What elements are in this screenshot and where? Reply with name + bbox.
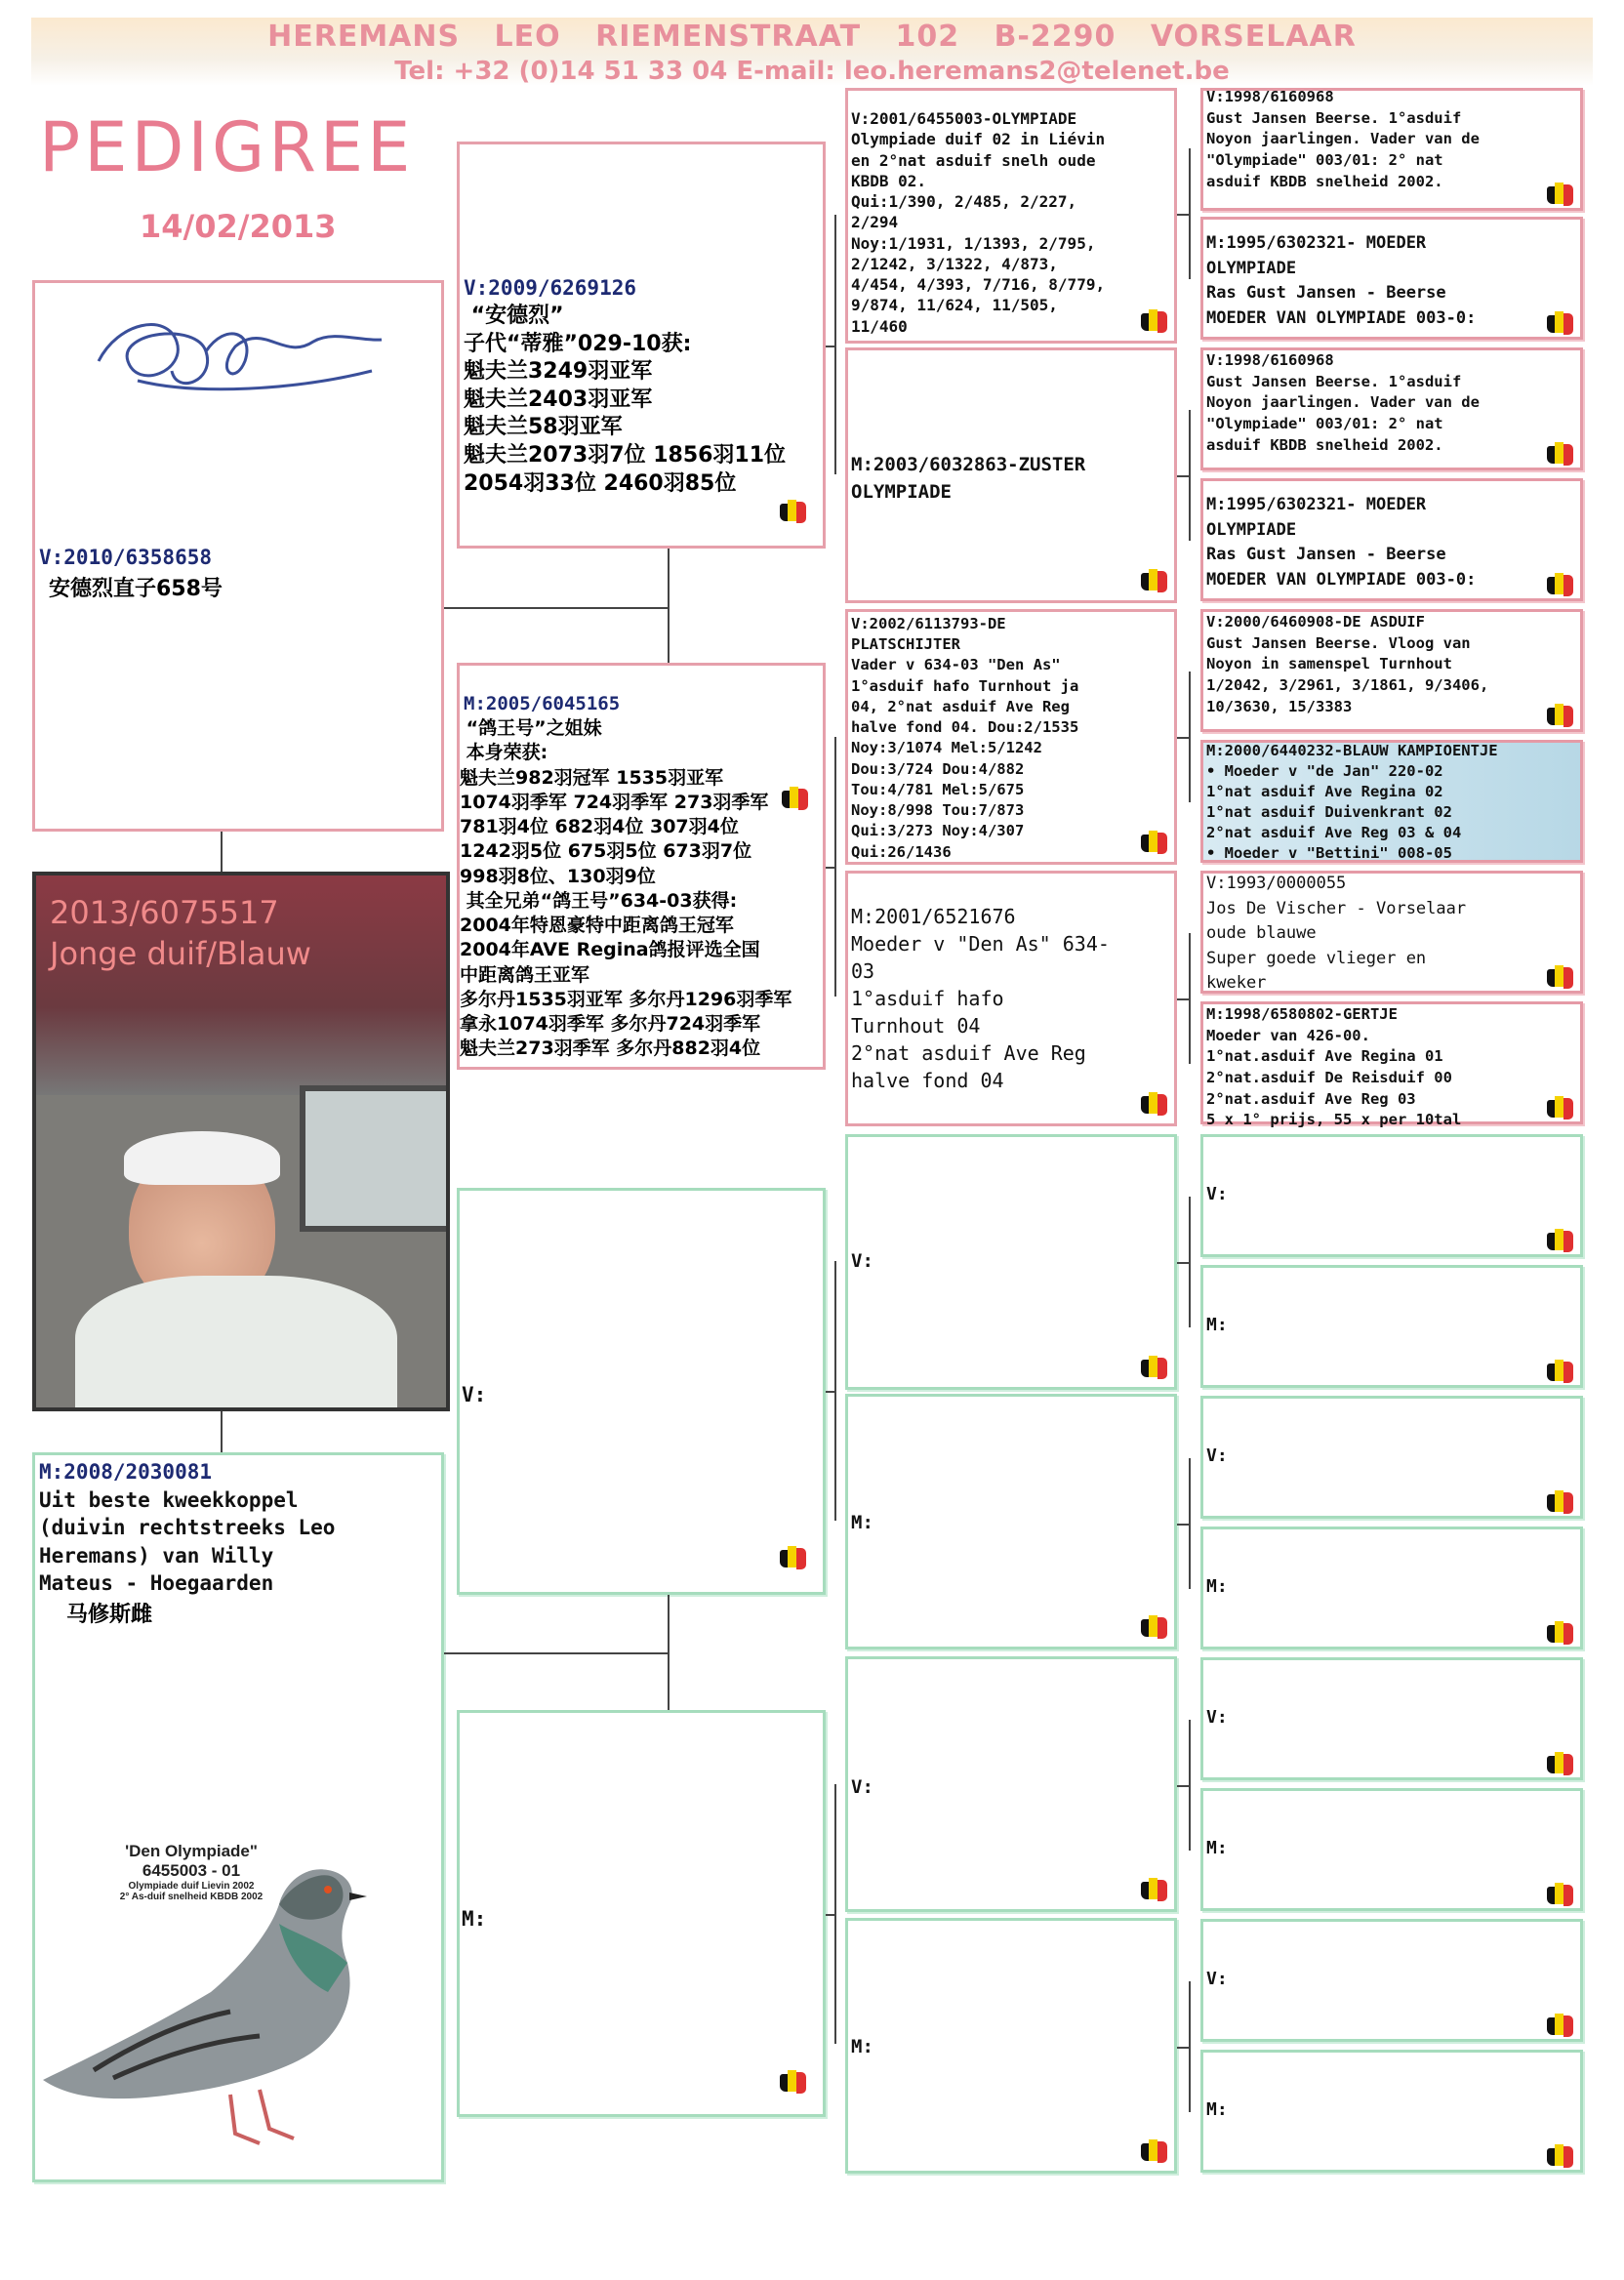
connector-line [1189, 1720, 1191, 1851]
fmfm-box [1200, 740, 1583, 863]
gen4-label: V: [1206, 1184, 1228, 1204]
gen4-label: M: [1206, 1315, 1228, 1335]
mf-box [457, 1188, 826, 1595]
ffm-box [845, 347, 1177, 603]
ffmm-box [1200, 478, 1583, 601]
pigeon-photo [32, 872, 450, 1411]
belgian-flag-icon [1545, 2142, 1576, 2170]
gen4-label: M: [1206, 2099, 1228, 2120]
belgian-flag-icon [1545, 181, 1576, 208]
ff-box [457, 142, 826, 549]
fmmf-box [1200, 871, 1583, 994]
connector-line [1177, 1524, 1189, 1526]
fm-box [457, 663, 826, 1070]
ffm-text: M:2003/6032863-ZUSTER OLYMPIADE [851, 454, 1086, 503]
mother-box [32, 1452, 444, 2182]
fmmf-text: V:1993/0000055 Jos De Vischer - Vorselaar oude blauwe Super goede vlieger en kweker [1206, 874, 1467, 993]
connector-line [1189, 410, 1191, 541]
connector-line [1189, 1458, 1191, 1589]
signature-icon [79, 303, 401, 410]
connector-line [1177, 1785, 1189, 1787]
belgian-flag-icon [1545, 1227, 1576, 1254]
olympiade-name: 'Den Olympiade" [125, 1842, 258, 1860]
fmff-text: V:2000/6460908-DE ASDUIF Gust Jansen Beerse. Vloog van Noyon in samenspel Turnhout 1/2042, 3/2961, 3/1861, 9/3406, 10/3630, 15/3383 [1206, 613, 1489, 715]
gen4-empty-v-4 [1200, 1919, 1583, 2042]
person-shirt [75, 1276, 397, 1411]
olympiade-line2: 2° As-duif snelheid KBDB 2002 [119, 1892, 264, 1902]
belgian-flag-icon [778, 1544, 809, 1571]
fm-ring: M:2005/6045165 [464, 693, 621, 714]
mf-label: V: [462, 1383, 487, 1406]
connector-line [1189, 1197, 1191, 1327]
mm-label: M: [462, 1907, 487, 1931]
fffm-text: M:1995/6302321- MOEDER OLYMPIADE Ras Gust Jansen - Beerse MOEDER VAN OLYMPIADE 003-0: [1206, 233, 1477, 328]
photo-window [300, 1085, 450, 1232]
father-box [32, 280, 444, 832]
connector-line [826, 346, 835, 347]
belgian-flag-icon [1139, 1613, 1170, 1641]
connector-line [668, 549, 670, 663]
belgian-flag-icon [1139, 829, 1170, 856]
belgian-flag-icon [1545, 571, 1576, 598]
ff-ring: V:2009/6269126 [464, 276, 637, 300]
fm-text: “鸽王号”之姐妹 本身荣获: 魁夫兰982羽冠军 1535羽亚军 1074羽季军 724羽季军 273羽季军 781羽4位 682羽4位 307羽4位 1242羽5位 675羽5位 673羽7位 998羽8位、130羽9位 其全兄弟“鸽王号”634-03获得: 2004年特恩豪特中距离鸽王冠军 2004年AVE Regina鸽报评选全国 中距离鸽王亚军 多尔丹1535羽亚军 多尔丹1296羽季军 拿永1074羽季军 多尔丹724羽季军 魁夫兰273羽季军 多尔丹882羽4位 [460, 717, 792, 1060]
belgian-flag-icon [1545, 1881, 1576, 1908]
mother-note: 马修斯雌 [66, 1603, 153, 1627]
pigeon-description: Jonge duif/Blauw [50, 934, 311, 972]
ff-text: “安德烈” 子代“蒂雅”029-10获: 魁夫兰3249羽亚军 魁夫兰2403羽亚军 魁夫兰58羽亚军 魁夫兰2073羽7位 1856羽11位 2054羽33位 2460羽85位 [464, 304, 787, 496]
belgian-flag-icon [1545, 2012, 1576, 2039]
mff-label: V: [851, 1250, 873, 1272]
ffmf-box [1200, 347, 1583, 470]
connector-line [1189, 1981, 1191, 2112]
belgian-flag-icon [1139, 2138, 1170, 2165]
belgian-flag-icon [1545, 963, 1576, 991]
gen4-empty-v-3 [1200, 1657, 1583, 1780]
pigeon-label [50, 893, 311, 974]
belgian-flag-icon [1139, 1354, 1170, 1381]
connector-line [1189, 933, 1191, 1064]
person-hair [124, 1131, 280, 1185]
gen4-label: V: [1206, 1445, 1228, 1466]
mother-ring: M:2008/2030081 [39, 1460, 213, 1484]
belgian-flag-icon [1545, 1488, 1576, 1516]
mmf-box [845, 1656, 1177, 1912]
mmm-label: M: [851, 2036, 873, 2057]
fffm-box [1200, 217, 1583, 340]
gen4-empty-m-3 [1200, 1788, 1583, 1911]
ffmf-text: V:1998/6160968 Gust Jansen Beerse. 1°asduif Noyon jaarlingen. Vader van de "Olympiade" 003/01: 2° nat asduif KBDB snelheid 2002. [1206, 351, 1480, 454]
connector-line [221, 832, 223, 872]
fff-text: V:2001/6455003-OLYMPIADE Olympiade duif 02 in Liévin en 2°nat asduif snelh oude KBDB 02. Qui:1/390, 2/485, 2/227, 2/294 Noy:1/1931, 1/1393, 2/795, 2/1242, 3/1322, 4/873, 4/454, 4/393, 7/716, 8/779, 9/874, 11/624, 11/505, 11/460 [851, 109, 1106, 336]
olympiade-ring: 6455003 - 01 [142, 1861, 241, 1880]
connector-line [1177, 214, 1189, 216]
belgian-flag-icon [780, 785, 811, 812]
gen4-empty-m-1 [1200, 1265, 1583, 1388]
gen4-label: M: [1206, 1838, 1228, 1858]
belgian-flag-icon [1139, 1876, 1170, 1903]
belgian-flag-icon [1139, 567, 1170, 594]
ffmm-text: M:1995/6302321- MOEDER OLYMPIADE Ras Gust Jansen - Beerse MOEDER VAN OLYMPIADE 003-0: [1206, 495, 1477, 590]
belgian-flag-icon [1139, 307, 1170, 335]
belgian-flag-icon [1545, 309, 1576, 337]
mfm-label: M: [851, 1512, 873, 1533]
fmm-box [845, 871, 1177, 1126]
connector-line [1177, 475, 1189, 477]
belgian-flag-icon [1545, 1750, 1576, 1777]
connector-line [668, 1595, 670, 1710]
mm-box [457, 1710, 826, 2117]
gen4-empty-v-2 [1200, 1396, 1583, 1519]
fmff-box [1200, 609, 1583, 732]
mff-box [845, 1134, 1177, 1390]
fmf-text: V:2002/6113793-DE PLATSCHIJTER Vader v 634-03 "Den As" 1°asduif hafo Turnhout ja 04, 2°nat asduif Ave Reg halve fond 04. Dou:2/1535 Noy:3/1074 Mel:5/1242 Dou:3/724 Dou:4/882 Tou:4/781 Mel:5/675 Noy:8/998 Tou:7/873 Qui:3/273 Noy:4/307 Qui:26/1436 [851, 615, 1079, 861]
belgian-flag-icon [778, 2068, 809, 2096]
breeder-address: HEREMANS LEO RIEMENSTRAAT 102 B-2290 VORSELAAR [267, 20, 1357, 54]
mmm-box [845, 1918, 1177, 2174]
connector-line [1177, 1262, 1189, 1264]
belgian-flag-icon [1139, 1090, 1170, 1118]
connector-line [826, 1391, 835, 1393]
connector-line [444, 1652, 669, 1654]
page-title: PEDIGREE [39, 107, 415, 187]
gen4-empty-m-4 [1200, 2050, 1583, 2173]
belgian-flag-icon [1545, 1358, 1576, 1385]
connector-line [1177, 2047, 1189, 2049]
connector-line [834, 215, 836, 474]
connector-line [444, 607, 669, 609]
father-ring: V:2010/6358658 [39, 546, 213, 569]
connector-line [1189, 148, 1191, 279]
belgian-flag-icon [1545, 1094, 1576, 1121]
gen4-empty-v-1 [1200, 1134, 1583, 1257]
mother-text: Uit beste kweekkoppel (duivin rechtstreeks Leo Heremans) van Willy Mateus - Hoegaarden [39, 1488, 336, 1596]
father-note: 安德烈直子658号 [49, 577, 223, 601]
olympiade-line1: Olympiade duif Lievin 2002 [128, 1881, 255, 1892]
ffff-box [1200, 88, 1583, 211]
mfm-box [845, 1394, 1177, 1649]
fmmm-box [1200, 1001, 1583, 1129]
mmf-label: V: [851, 1776, 873, 1798]
gen4-label: V: [1206, 1969, 1228, 1989]
ffff-text: V:1998/6160968 Gust Jansen Beerse. 1°asduif Noyon jaarlingen. Vader van de "Olympiade" 003/01: 2° nat asduif KBDB snelheid 2002. [1206, 88, 1480, 190]
gen4-label: M: [1206, 1576, 1228, 1597]
connector-line [1177, 998, 1189, 1000]
pigeon-ring: 2013/6075517 [50, 894, 279, 931]
pigeon-image [35, 1846, 445, 2168]
fmmm-text: M:1998/6580802-GERTJE Moeder van 426-00. 1°nat.asduif Ave Regina 01 2°nat.asduif De Reisduif 00 2°nat.asduif Ave Reg 03 5 x 1° prijs, 55 x per 10tal [1206, 1005, 1462, 1129]
breeder-contact: Tel: +32 (0)14 51 33 04 E-mail: leo.heremans2@telenet.be [394, 57, 1230, 86]
connector-line [826, 1914, 835, 1916]
belgian-flag-icon [1545, 1619, 1576, 1647]
connector-line [826, 867, 835, 869]
belgian-flag-icon [778, 498, 809, 525]
belgian-flag-icon [1545, 702, 1576, 729]
fmf-box [845, 609, 1177, 865]
fff-box [845, 88, 1177, 344]
connector-line [221, 1411, 223, 1452]
pedigree-date: 14/02/2013 [140, 208, 337, 245]
gen4-empty-m-2 [1200, 1527, 1583, 1649]
connector-line [1189, 672, 1191, 802]
fmm-text: M:2001/6521676 Moeder v "Den As" 634- 03 1°asduif hafo Turnhout 04 2°nat asduif Ave Reg halve fond 04 [851, 905, 1110, 1092]
connector-line [1177, 737, 1189, 739]
fmfm-text: M:2000/6440232-BLAUW KAMPIOENTJE • Moeder v "de Jan" 220-02 1°nat asduif Ave Regina 02 1°nat asduif Duivenkrant 02 2°nat asduif Ave Reg 03 & 04 • Moeder v "Bettini" 008-05 [1206, 742, 1498, 863]
gen4-label: V: [1206, 1707, 1228, 1728]
belgian-flag-icon [1545, 440, 1576, 468]
